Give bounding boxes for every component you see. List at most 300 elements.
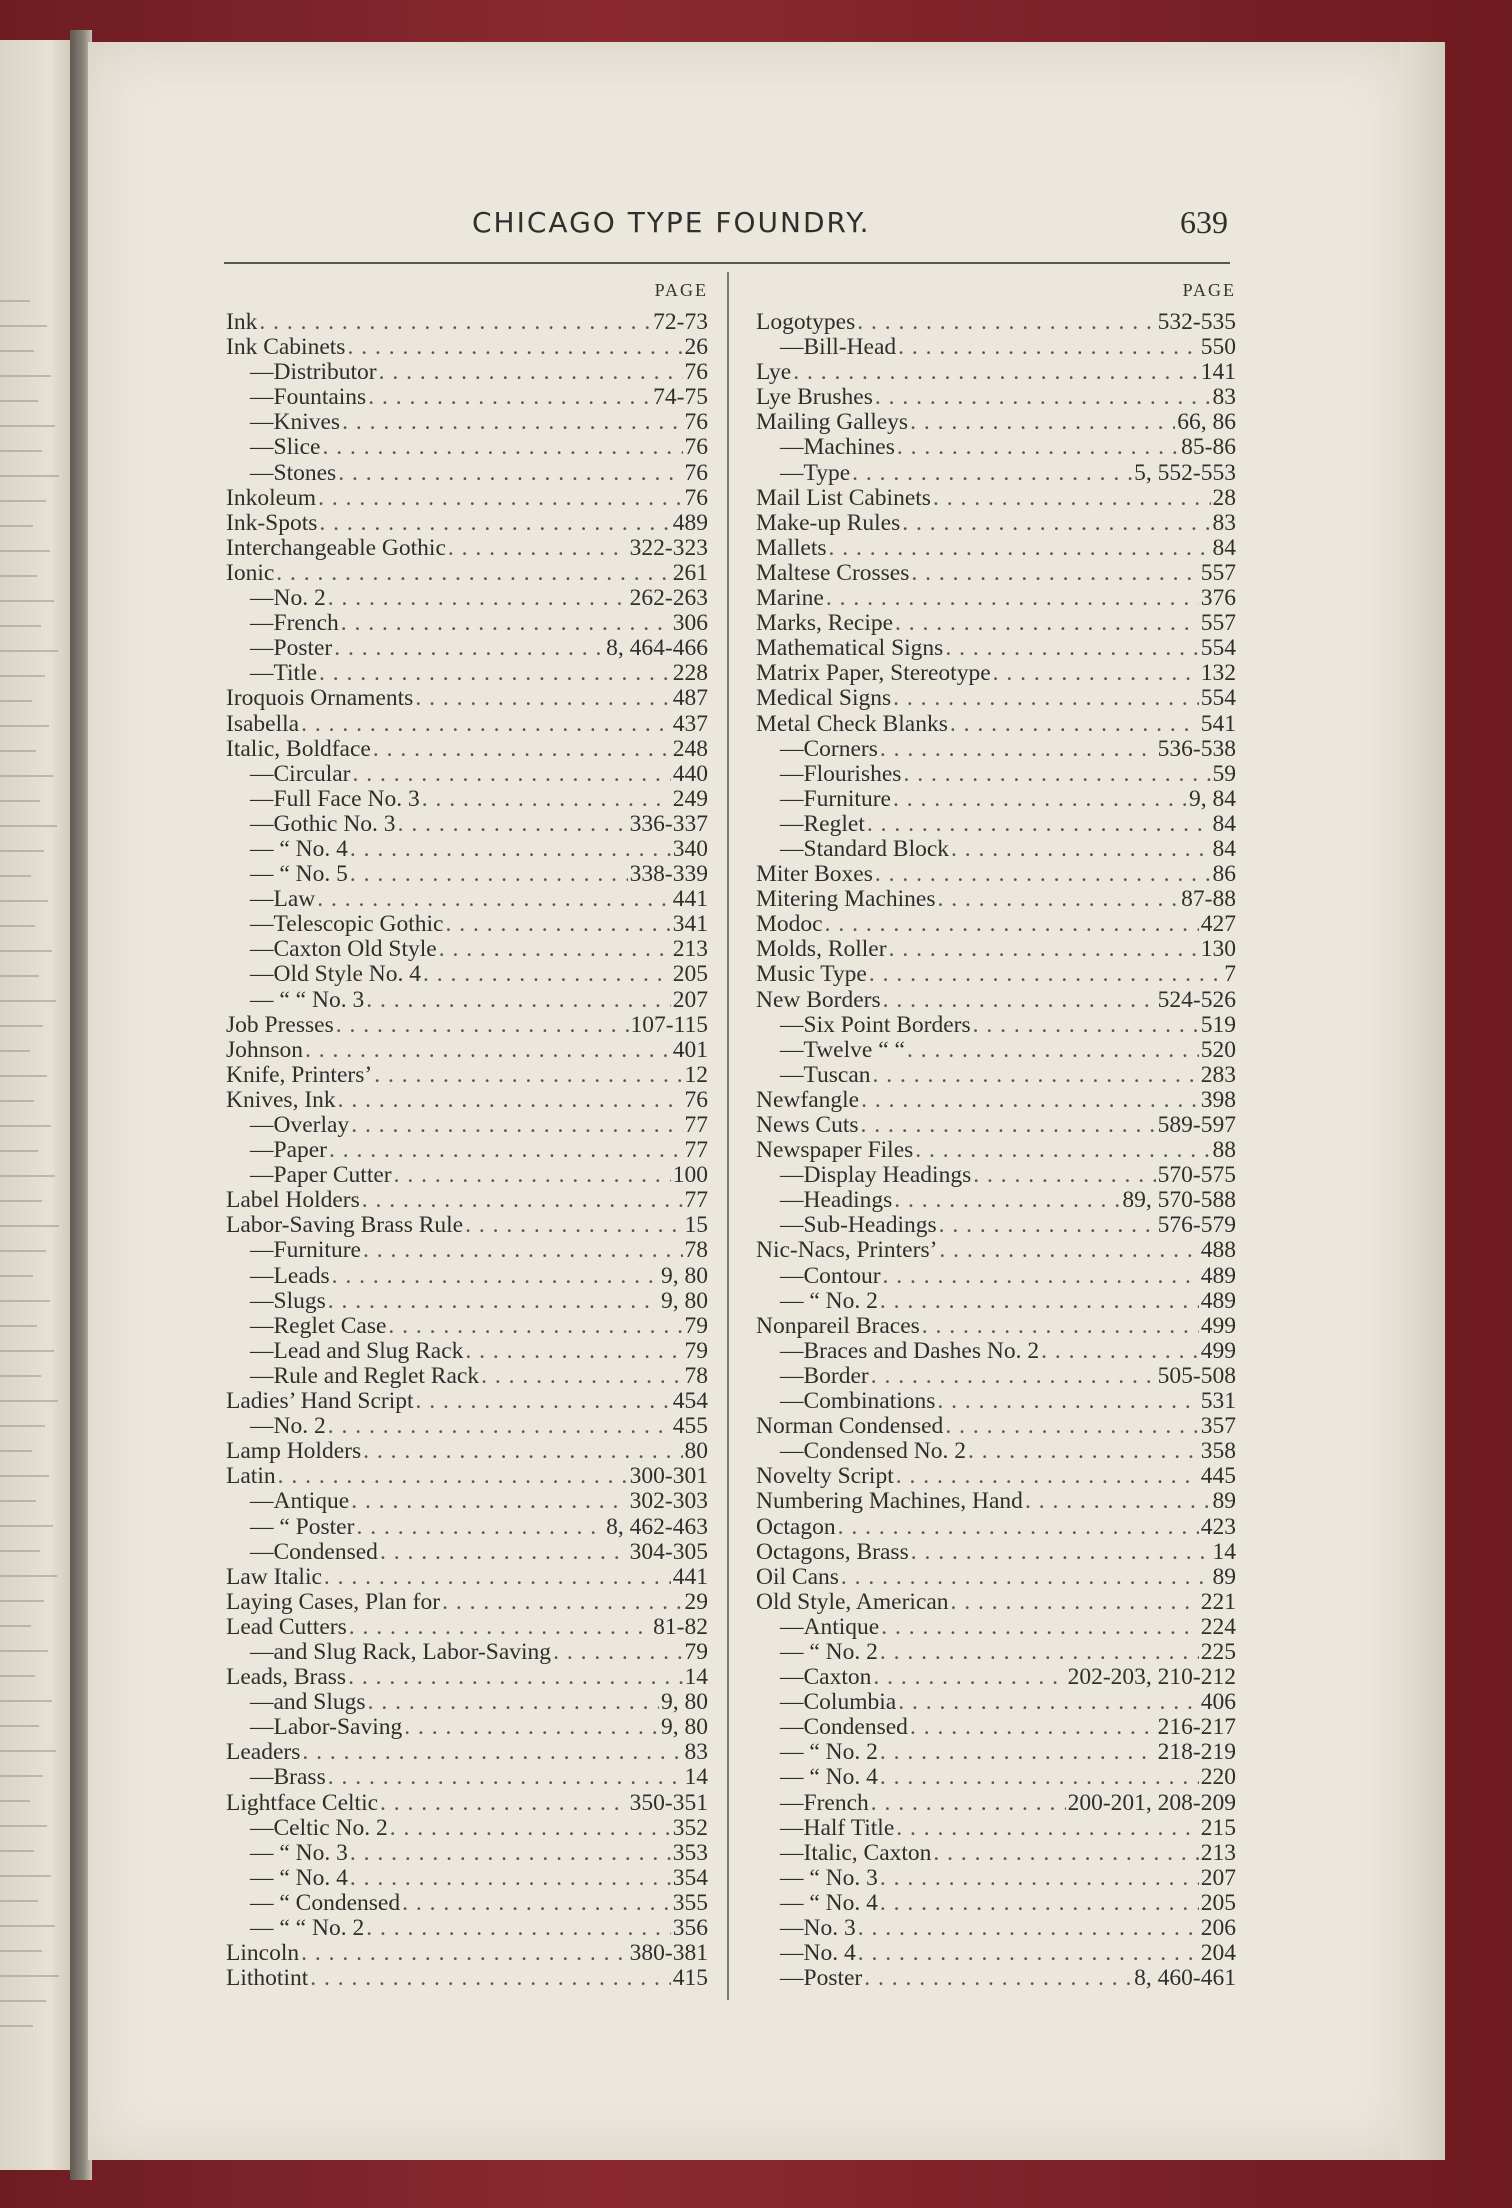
facing-page-text-fragment [0, 300, 30, 302]
index-entry [756, 1113, 1236, 1138]
dot-leader [422, 787, 671, 812]
index-entry [756, 636, 1236, 661]
dot-leader [864, 1966, 1132, 1991]
index-entry [226, 1816, 708, 1841]
dot-leader [880, 1640, 1199, 1665]
dot-leader [973, 1163, 1155, 1188]
index-entry-term: Ladies’ Hand Script [226, 1389, 414, 1415]
running-head-title: CHICAGO TYPE FOUNDRY. [472, 206, 871, 239]
index-entry [756, 787, 1236, 812]
facing-page-text-fragment [0, 1525, 53, 1527]
facing-page-text-fragment [0, 750, 36, 752]
index-entry-page: 130 [1200, 937, 1236, 963]
index-entry [226, 536, 708, 561]
facing-page-text-fragment [0, 1825, 47, 1827]
index-entry [756, 1615, 1236, 1640]
facing-page-text-fragment [0, 1725, 39, 1727]
dot-leader [911, 561, 1198, 586]
index-entry [756, 937, 1236, 962]
index-entry [226, 762, 708, 787]
index-entry [756, 1515, 1236, 1540]
dot-leader [951, 1590, 1199, 1615]
index-entry-term: — “ Condensed [250, 1890, 401, 1916]
facing-page-text-fragment [0, 400, 38, 402]
facing-page-text-fragment [0, 450, 42, 452]
index-entry-page: 100 [672, 1163, 708, 1189]
dot-leader [350, 862, 628, 887]
index-entry-term: —Distributor [250, 360, 377, 386]
index-entry [756, 962, 1236, 987]
facing-page-text-fragment [0, 1900, 38, 1902]
index-entry [226, 1540, 708, 1565]
index-entry-term: —Knives [250, 410, 341, 436]
index-entry-page: 9, 84 [1189, 786, 1236, 812]
dot-leader [318, 486, 682, 511]
dot-leader [838, 1515, 1199, 1540]
facing-page-text-fragment [0, 1125, 51, 1127]
index-entry-term: —Poster [780, 1966, 863, 1992]
index-entry-page: 550 [1200, 335, 1236, 361]
index-entry-term: —Slugs [250, 1288, 326, 1314]
dot-leader [363, 1238, 683, 1263]
facing-page-text-fragment [0, 675, 45, 677]
dot-leader [338, 1088, 683, 1113]
dot-leader [871, 1364, 1156, 1389]
index-entry [226, 611, 708, 636]
index-entry-term: Metal Check Blanks [756, 711, 948, 737]
index-entry-page: 487 [672, 686, 708, 712]
dot-leader [867, 812, 1211, 837]
facing-page-text-fragment [0, 1425, 45, 1427]
dot-leader [896, 1816, 1198, 1841]
index-entry [756, 762, 1236, 787]
dot-leader [379, 360, 683, 385]
dot-leader [380, 1540, 628, 1565]
index-entry [756, 1364, 1236, 1389]
index-entry-term: —Italic, Caxton [780, 1840, 932, 1866]
index-entry [756, 1339, 1236, 1364]
index-entry-page: 454 [672, 1389, 708, 1415]
index-entry [226, 1063, 708, 1088]
dot-leader [356, 1515, 604, 1540]
index-entry-term: —Leads [250, 1263, 330, 1289]
index-entry-term: —Slice [250, 435, 321, 461]
dot-leader [402, 1891, 671, 1916]
index-entry [226, 787, 708, 812]
facing-page-text-fragment [0, 1675, 35, 1677]
index-entry-page: 352 [672, 1815, 708, 1841]
dot-leader [553, 1640, 682, 1665]
index-entry-page: 283 [1200, 1062, 1236, 1088]
index-entry-page: 14 [684, 1765, 708, 1791]
dot-leader [907, 1038, 1199, 1063]
index-entry-page: 14 [1212, 1539, 1236, 1565]
index-entry-term: —Fountains [250, 385, 367, 411]
index-entry-term: — “ No. 3 [250, 1840, 348, 1866]
index-entry-page: 28 [1212, 485, 1236, 511]
index-entry-term: —No. 3 [780, 1916, 856, 1941]
facing-page-text-fragment [0, 1250, 46, 1252]
index-entry-term: —No. 2 [250, 1414, 326, 1440]
index-entry-page: 84 [1212, 836, 1236, 862]
index-entry [756, 1439, 1236, 1464]
index-entry-term: Mallets [756, 535, 827, 561]
index-entry-term: Miter Boxes [756, 862, 873, 888]
index-entry-page: 541 [1200, 711, 1236, 737]
dot-leader [328, 586, 628, 611]
index-entry-page: 261 [672, 560, 708, 586]
index-entry-term: —Full Face No. 3 [250, 786, 420, 812]
index-entry-term: —Combinations [780, 1389, 936, 1415]
dot-leader [351, 1489, 627, 1514]
index-entry-term: Knife, Printers’ [226, 1062, 373, 1088]
index-entry [756, 1966, 1236, 1991]
index-entry-term: Lye Brushes [756, 385, 873, 411]
index-entry-page: 107-115 [630, 1012, 708, 1038]
index-entry-term: —Labor-Saving [250, 1715, 403, 1741]
index-entry-page: 87-88 [1181, 887, 1236, 913]
index-entry [226, 511, 708, 536]
index-entry-page: 86 [1212, 862, 1236, 888]
facing-page-text-fragment [0, 650, 58, 652]
index-entry-page: 499 [1200, 1338, 1236, 1364]
index-entry [226, 1163, 708, 1188]
dot-leader [439, 937, 671, 962]
index-entry-page: 322-323 [629, 535, 708, 561]
index-entry [226, 486, 708, 511]
dot-leader [883, 1264, 1199, 1289]
index-entry [756, 1188, 1236, 1213]
dot-leader [826, 586, 1199, 611]
index-entry [226, 1916, 708, 1941]
index-entry-term: —Furniture [780, 786, 891, 812]
index-entry-page: 302-303 [629, 1489, 708, 1515]
index-entry-term: Knives, Ink [226, 1087, 336, 1113]
index-entry-page: 9, 80 [661, 1288, 708, 1314]
facing-page-text-fragment [0, 1625, 31, 1627]
index-entry-term: —Reglet Case [250, 1313, 387, 1339]
index-entry-term: — “ No. 4 [780, 1765, 878, 1791]
dot-leader [351, 1113, 682, 1138]
dot-leader [793, 360, 1199, 385]
index-entry-term: —Headings [780, 1188, 893, 1214]
index-entry-term: Ink [226, 310, 258, 335]
index-entry [226, 1314, 708, 1339]
facing-page-edge [0, 40, 72, 2170]
facing-page-text-fragment [0, 1175, 55, 1177]
dot-leader [334, 636, 604, 661]
index-entry-page: 380-381 [629, 1941, 708, 1967]
dot-leader [416, 1389, 671, 1414]
index-entry-term: —Sub-Headings [780, 1213, 937, 1239]
dot-leader [423, 962, 671, 987]
dot-leader [880, 1289, 1199, 1314]
dot-leader [373, 737, 671, 762]
dot-leader [973, 1013, 1199, 1038]
index-entry-page: 84 [1212, 811, 1236, 837]
index-entry [756, 1765, 1236, 1790]
dot-leader [301, 1941, 628, 1966]
index-entry-term: Nic-Nacs, Printers’ [756, 1238, 938, 1264]
index-entry-page: 376 [1200, 586, 1236, 612]
index-entry-page: 554 [1200, 636, 1236, 662]
facing-page-text-fragment [0, 1875, 51, 1877]
index-entry-term: Marine [756, 586, 824, 612]
index-entry-page: 89 [1212, 1489, 1236, 1515]
index-entry-term: —Gothic No. 3 [250, 811, 396, 837]
index-entry-page: 488 [1200, 1238, 1236, 1264]
index-entry-page: 356 [672, 1916, 708, 1941]
dot-leader [910, 1715, 1156, 1740]
dot-leader [336, 1013, 629, 1038]
index-entry [226, 1791, 708, 1816]
dot-leader [328, 1765, 683, 1790]
index-entry [756, 335, 1236, 360]
dot-leader [310, 1966, 671, 1991]
index-entry-page: 557 [1200, 560, 1236, 586]
dot-leader [895, 611, 1199, 636]
index-entry-page: 441 [672, 1564, 708, 1590]
index-entry-page: 520 [1200, 1037, 1236, 1063]
facing-page-text-fragment [0, 475, 59, 477]
index-entry [226, 1339, 708, 1364]
index-entry [756, 712, 1236, 737]
index-entry-page: 358 [1200, 1439, 1236, 1465]
index-entry [756, 1640, 1236, 1665]
index-entry-term: Octagon [756, 1514, 836, 1540]
dot-leader [366, 988, 671, 1013]
index-entry [226, 887, 708, 912]
index-entry-page: 5, 552-553 [1134, 460, 1236, 486]
facing-page-text-fragment [0, 375, 51, 377]
facing-page-text-fragment [0, 1150, 38, 1152]
index-entry-term: Label Holders [226, 1188, 360, 1214]
index-entry-term: —Old Style No. 4 [250, 962, 422, 988]
index-entry-term: Matrix Paper, Stereotype [756, 661, 991, 687]
index-entry-page: 66, 86 [1177, 410, 1236, 436]
dot-leader [939, 1213, 1156, 1238]
index-entry-term: —Telescopic Gothic [250, 912, 444, 938]
index-entry [756, 1163, 1236, 1188]
index-entry-term: Ink-Spots [226, 510, 318, 536]
index-entry-page: 77 [684, 1138, 708, 1164]
index-entry-page: 83 [1212, 385, 1236, 411]
index-entry-term: —Six Point Borders [780, 1012, 971, 1038]
index-entry-term: Old Style, American [756, 1589, 949, 1615]
facing-page-text-fragment [0, 1700, 52, 1702]
dot-leader [880, 1765, 1199, 1790]
dot-leader [945, 636, 1198, 661]
dot-leader [332, 1264, 659, 1289]
index-entry-term: Lye [756, 360, 792, 386]
index-entry-page: 354 [672, 1865, 708, 1891]
index-entry-page: 532-535 [1157, 310, 1236, 335]
index-entry-term: Isabella [226, 711, 300, 737]
index-entry-term: Marks, Recipe [756, 611, 894, 637]
index-entry-page: 228 [672, 661, 708, 687]
facing-page-text-fragment [0, 625, 41, 627]
index-entry-page: 76 [684, 1087, 708, 1113]
index-entry-page: 427 [1200, 912, 1236, 938]
dot-leader [825, 912, 1199, 937]
index-entry [756, 1038, 1236, 1063]
index-entry [226, 586, 708, 611]
index-entry-term: — “ No. 4 [250, 1865, 348, 1891]
index-entry [226, 1615, 708, 1640]
index-entry-term: —Antique [780, 1614, 880, 1640]
facing-page-text-fragment [0, 2000, 46, 2002]
index-entry-page: 441 [672, 887, 708, 913]
facing-page-text-fragment [0, 700, 32, 702]
dot-leader [366, 1916, 671, 1941]
index-entry-page: 401 [672, 1037, 708, 1063]
facing-page-text-fragment [0, 1850, 34, 1852]
index-entry [226, 1188, 708, 1213]
index-entry-page: 262-263 [629, 586, 708, 612]
index-entry-page: 14 [684, 1665, 708, 1691]
index-entry-page: 445 [1200, 1464, 1236, 1490]
dot-leader [873, 1665, 1065, 1690]
index-entry [756, 837, 1236, 862]
index-entry [756, 1891, 1236, 1916]
index-entry-term: Italic, Boldface [226, 736, 371, 762]
dot-leader [869, 962, 1222, 987]
index-column-left [226, 280, 708, 1991]
index-entry-term: Johnson [226, 1037, 304, 1063]
index-entry [756, 988, 1236, 1013]
facing-page-text-fragment [0, 775, 53, 777]
index-entry [226, 686, 708, 711]
index-entry-page: 423 [1200, 1514, 1236, 1540]
index-entry [756, 1238, 1236, 1263]
index-entry [226, 1213, 708, 1238]
index-entry-page: 216-217 [1157, 1715, 1236, 1741]
dot-leader [861, 1088, 1199, 1113]
facing-page-text-fragment [0, 1650, 48, 1652]
index-entry-term: Inkoleum [226, 485, 317, 511]
facing-page-text-fragment [0, 1375, 41, 1377]
dot-leader [465, 1339, 682, 1364]
index-entry-term: —French [780, 1790, 869, 1816]
index-entry-term: Logotypes [756, 310, 856, 335]
index-entry-page: 15 [684, 1213, 708, 1239]
index-entry-term: —Type [780, 460, 851, 486]
index-entry-page: 84 [1212, 535, 1236, 561]
index-entry [756, 1013, 1236, 1038]
index-entry [756, 561, 1236, 586]
index-entry-page: 8, 462-463 [606, 1514, 708, 1540]
index-entry-term: —Bill-Head [780, 335, 897, 361]
index-entry-page: 76 [684, 410, 708, 436]
index-entry-page: 304-305 [629, 1539, 708, 1565]
dot-leader [873, 1063, 1199, 1088]
column-heading: PAGE [654, 280, 708, 300]
dot-leader [937, 1389, 1198, 1414]
column-heading: PAGE [1182, 280, 1236, 300]
dot-leader [871, 1791, 1066, 1816]
index-entry-term: Ionic [226, 560, 275, 586]
dot-leader [880, 1740, 1156, 1765]
dot-leader [861, 1113, 1156, 1138]
facing-page-text-fragment [0, 725, 49, 727]
index-entry [226, 636, 708, 661]
index-entry [756, 385, 1236, 410]
index-entry-term: Interchangeable Gothic [226, 535, 446, 561]
index-entry-page: 8, 464-466 [606, 636, 708, 662]
index-entry [756, 1665, 1236, 1690]
index-entry [226, 360, 708, 385]
index-entry-page: 505-508 [1157, 1363, 1236, 1389]
index-entry-page: 213 [672, 937, 708, 963]
index-entry-term: —Circular [250, 761, 351, 787]
index-entry-term: Numbering Machines, Hand [756, 1489, 1023, 1515]
dot-leader [368, 385, 651, 410]
index-entry-page: 26 [684, 335, 708, 361]
index-entry [756, 1264, 1236, 1289]
dot-leader [898, 335, 1199, 360]
dot-leader [950, 712, 1199, 737]
index-entry-term: Leaders [226, 1740, 301, 1766]
index-entry [226, 812, 708, 837]
facing-page-text-fragment [0, 325, 47, 327]
facing-page-text-fragment [0, 850, 44, 852]
dot-leader [910, 410, 1175, 435]
facing-page-text-fragment [0, 1775, 43, 1777]
facing-page-text-fragment [0, 1400, 58, 1402]
index-entry-page: 204 [1200, 1941, 1236, 1967]
dot-leader [902, 511, 1210, 536]
index-entry [756, 737, 1236, 762]
index-entry [226, 837, 708, 862]
dot-leader [852, 461, 1132, 486]
index-entry [756, 1414, 1236, 1439]
dot-leader [323, 435, 683, 460]
index-entry [756, 1314, 1236, 1339]
index-entry [226, 912, 708, 937]
index-entry-term: Norman Condensed [756, 1414, 944, 1440]
header-rule [224, 262, 1230, 264]
facing-page-text-fragment [0, 825, 57, 827]
dot-leader [1025, 1489, 1211, 1514]
index-entry [756, 1715, 1236, 1740]
index-entry [226, 962, 708, 987]
index-entry-term: — “ No. 2 [780, 1639, 878, 1665]
index-entry [756, 1088, 1236, 1113]
dot-leader [338, 461, 682, 486]
index-entry-page: 536-538 [1157, 736, 1236, 762]
index-entry [226, 335, 708, 360]
dot-leader [858, 1916, 1199, 1941]
index-entry-page: 79 [684, 1313, 708, 1339]
index-entry-term: —Paper [250, 1138, 328, 1164]
index-entry-term: —Caxton [780, 1665, 872, 1691]
index-entry-term: Labor-Saving Brass Rule [226, 1213, 464, 1239]
dot-leader [933, 1841, 1198, 1866]
dot-leader [903, 762, 1210, 787]
index-entry [756, 1941, 1236, 1966]
index-entry-page: 81-82 [653, 1614, 708, 1640]
index-entry [756, 1464, 1236, 1489]
index-entry-page: 415 [672, 1966, 708, 1992]
index-entry-term: —Furniture [250, 1238, 361, 1264]
index-entry-term: Ink Cabinets [226, 335, 346, 361]
index-entry-term: —Antique [250, 1489, 350, 1515]
index-entry [226, 1841, 708, 1866]
index-entry-page: 132 [1200, 661, 1236, 687]
facing-page-text-fragment [0, 525, 33, 527]
index-entry-term: —Border [780, 1363, 869, 1389]
index-entry-page: 353 [672, 1840, 708, 1866]
